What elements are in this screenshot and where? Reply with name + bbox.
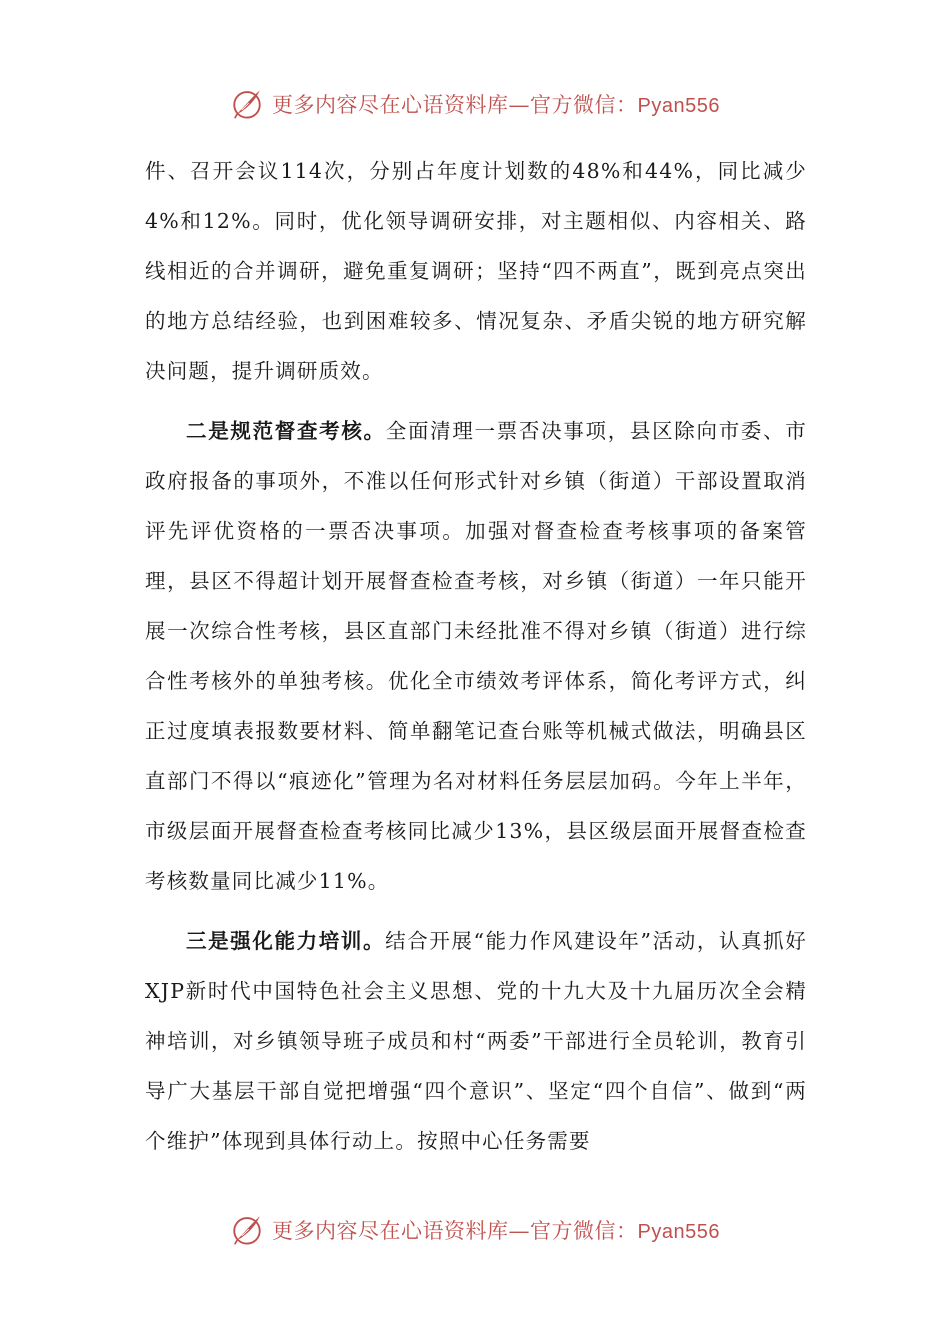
quill-pen-logo-icon — [230, 1213, 264, 1247]
paragraph-2-body: 全面清理一票否决事项，县区除向市委、市政府报备的事项外，不准以任何形式针对乡镇（街道）干部设置取消评先评优资格的一票否决事项。加强对督查检查考核事项的备案管理，县区不得超计划开展督查检查考核，对乡镇（街道）一年只能开展一次综合性考核，县区直部门未经批准不得对乡镇（街道）进行综合性考核外的单独考核。优化全市绩效考评体系，简化考评方式，纠正过度填表报数要材料、简单翻笔记查台账等机械式做法，明确县区直部门不得以“痕迹化”管理为名对材料任务层层加码。今年上半年，市级层面开展督查检查考核同比减少13%，县区级层面开展督查检查考核数量同比减少11%。 — [145, 419, 807, 893]
paragraph-1 — [145, 146, 807, 396]
quill-pen-logo-icon — [230, 87, 264, 121]
document-body — [145, 146, 807, 1166]
paragraph-3-lead: 三是强化能力培训。 — [186, 929, 386, 953]
header-banner — [0, 84, 950, 124]
footer-banner — [0, 1210, 950, 1250]
header-wechat-id: Pyan556 — [637, 95, 720, 117]
paragraph-3 — [145, 916, 807, 1166]
footer-wechat-id: Pyan556 — [637, 1221, 720, 1243]
paragraph-1-body: 件、召开会议114次，分别占年度计划数的48%和44%，同比减少4%和12%。同时，优化领导调研安排，对主题相似、内容相关、路线相近的合并调研，避免重复调研；坚持“四不两直”，既到亮点突出的地方总结经验，也到困难较多、情况复杂、矛盾尖锐的地方研究解决问题，提升调研质效。 — [145, 159, 807, 383]
header-banner-text: 更多内容尽在心语资料库—官方微信：Pyan556 — [272, 93, 720, 117]
paragraph-3-body: 结合开展“能力作风建设年”活动，认真抓好XJP新时代中国特色社会主义思想、党的十九大及十九届历次全会精神培训，对乡镇领导班子成员和村“两委”干部进行全员轮训，教育引导广大基层干部自觉把增强“四个意识”、坚定“四个自信”、做到“两个维护”体现到具体行动上。按照中心任务需要 — [145, 929, 807, 1153]
footer-banner-text: 更多内容尽在心语资料库—官方微信：Pyan556 — [272, 1219, 720, 1243]
paragraph-2-lead: 二是规范督查考核。 — [186, 419, 386, 443]
paragraph-2 — [145, 406, 807, 906]
